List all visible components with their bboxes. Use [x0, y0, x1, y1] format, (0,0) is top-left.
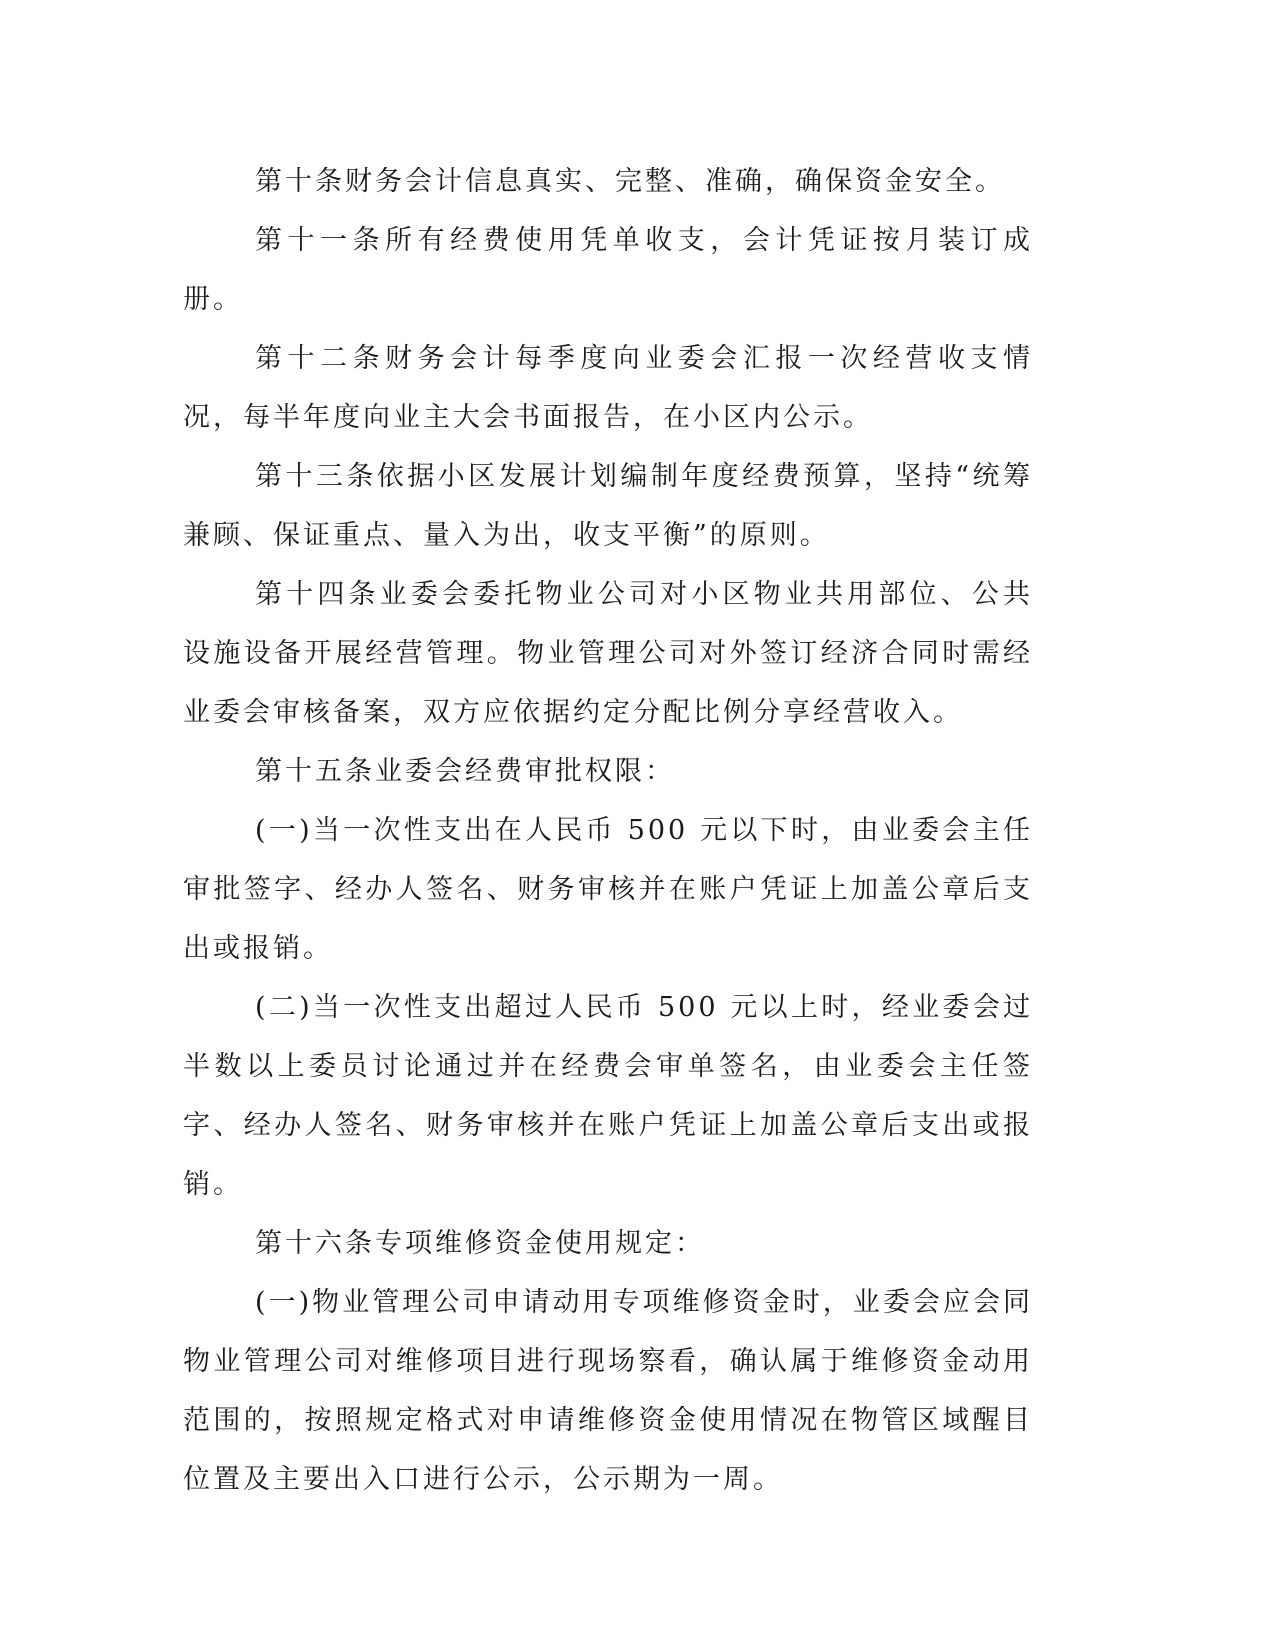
article-16-item-1: (一)物业管理公司申请动用专项维修资金时，业委会应会同物业管理公司对维修项目进行现场察看，确认属于维修资金动用范围的，按照规定格式对申请维修资金使用情况在物管区域醒目位置及主要出入口进行公示，公示期为一周。	[183, 1287, 1033, 1495]
document-body	[183, 152, 1033, 1509]
article-16: 第十六条专项维修资金使用规定：	[255, 1228, 705, 1259]
article-12: 第十二条财务会计每季度向业委会汇报一次经营收支情况，每半年度向业主大会书面报告，在小区内公示。	[183, 343, 1033, 433]
article-13: 第十三条依据小区发展计划编制年度经费预算，坚持“统筹兼顾、保证重点、量入为出，收支平衡”的原则。	[183, 461, 1033, 551]
article-11: 第十一条所有经费使用凭单收支，会计凭证按月装订成册。	[183, 225, 1033, 315]
article-15-item-1: (一)当一次性支出在人民币 500 元以下时，由业委会主任审批签字、经办人签名、财务审核并在账户凭证上加盖公章后支出或报销。	[183, 815, 1033, 964]
article-15-item-2: (二)当一次性支出超过人民币 500 元以上时，经业委会过半数以上委员讨论通过并在经费会审单签名，由业委会主任签字、经办人签名、财务审核并在账户凭证上加盖公章后支出或报销。	[183, 992, 1033, 1200]
article-15: 第十五条业委会经费审批权限：	[255, 756, 675, 787]
article-14: 第十四条业委会委托物业公司对小区物业共用部位、公共设施设备开展经营管理。物业管理公司对外签订经济合同时需经业委会审核备案，双方应依据约定分配比例分享经营收入。	[183, 579, 1033, 728]
article-10: 第十条财务会计信息真实、完整、准确，确保资金安全。	[255, 166, 1005, 197]
